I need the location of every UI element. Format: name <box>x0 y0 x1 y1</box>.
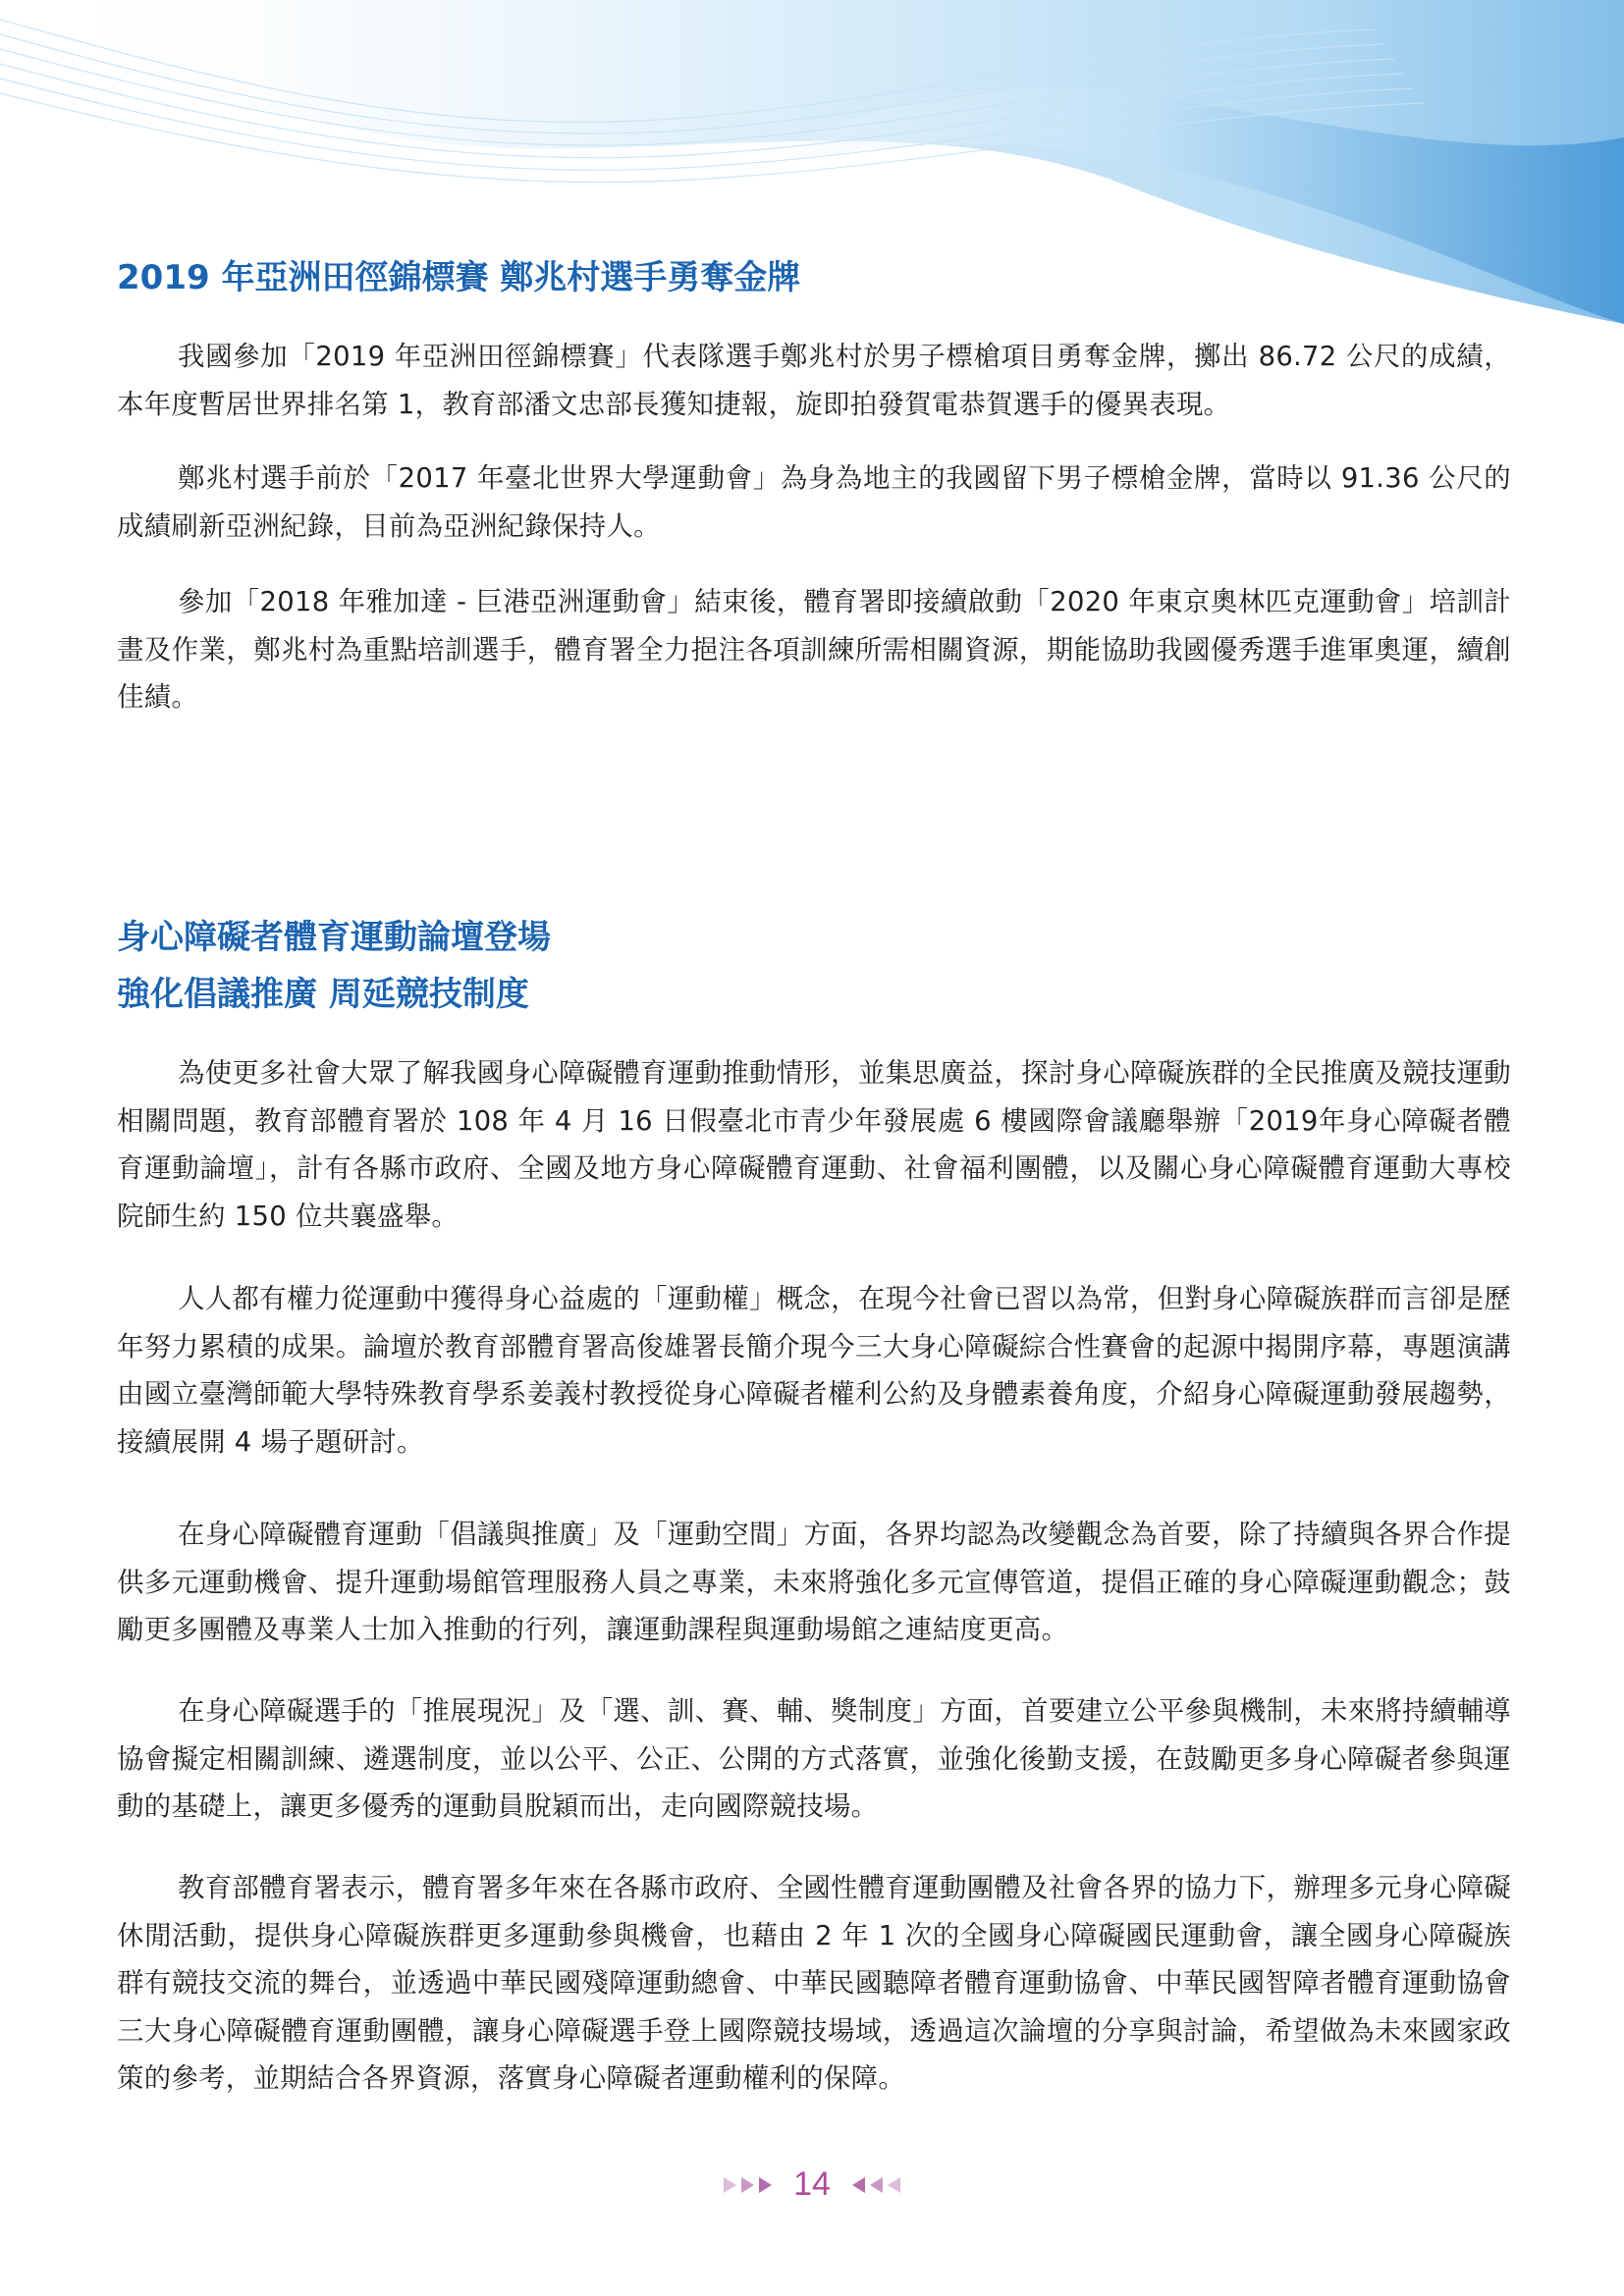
section2-paragraph-5: 教育部體育署表示，體育署多年來在各縣市政府、全國性體育運動團體及社會各界的協力下，辦理多元身心障礙休閒活動，提供身心障礙族群更多運動參與機會，也藉由 2 年 1 次的全國身心障礙國民運動會，讓全國身心障礙族群有競技交流的舞台，並透過中華民國殘障運動總會、中華民國聽障者體育運動協會、中華民國智障者體育運動協會三大身心障礙體育運動團體，讓身心障礙選手登上國際競技場域，透過這次論壇的分享與討論，希望做為未來國家政策的參考，並期結合各界資源，落實身心障礙者運動權利的保障。 <box>117 1873 1511 2094</box>
section2-heading-line1: 身心障礙者體育運動論壇登場 <box>117 918 551 957</box>
left-arrows-icon <box>852 2177 900 2193</box>
page-number: 14 <box>793 2165 831 2203</box>
section2-heading-line2: 強化倡議推廣 周延競技制度 <box>117 975 529 1014</box>
section1-paragraph-3: 參加「2018 年雅加達 - 巨港亞洲運動會」結束後，體育署即接續啟動「2020 年東京奧林匹克運動會」培訓計畫及作業，鄭兆村為重點培訓選手，體育署全力挹注各項訓練所需相關資源，期能協助我國優秀選手進軍奧運，續創佳績。 <box>117 587 1511 713</box>
section1-paragraph-2: 鄭兆村選手前於「2017 年臺北世界大學運動會」為身為地主的我國留下男子標槍金牌，當時以 91.36 公尺的成績刷新亞洲紀錄，目前為亞洲紀錄保持人。 <box>117 463 1511 542</box>
section2-paragraph-4: 在身心障礙選手的「推展現況」及「選、訓、賽、輔、獎制度」方面，首要建立公平參與機制，未來將持續輔導協會擬定相關訓練、遴選制度，並以公平、公正、公開的方式落實，並強化後勤支援，在鼓勵更多身心障礙者參與運動的基礎上，讓更多優秀的運動員脫穎而出，走向國際競技場。 <box>117 1696 1511 1822</box>
section2-paragraph-3: 在身心障礙體育運動「倡議與推廣」及「運動空間」方面，各界均認為改變觀念為首要，除了持續與各界合作提供多元運動機會、提升運動場館管理服務人員之專業，未來將強化多元宣傳管道，提倡正確的身心障礙運動觀念；鼓勵更多團體及專業人士加入推動的行列，讓運動課程與運動場館之連結度更高。 <box>117 1520 1511 1645</box>
section2-paragraph-1: 為使更多社會大眾了解我國身心障礙體育運動推動情形，並集思廣益，探討身心障礙族群的全民推廣及競技運動相關問題，教育部體育署於 108 年 4 月 16 日假臺北市青少年發展處 6 樓國際會議廳舉辦「2019年身心障礙者體育運動論壇」，計有各縣市政府、全國及地方身心障礙體育運動、社會福利團體，以及關心身心障礙體育運動大專校院師生約 150 位共襄盛舉。 <box>117 1058 1511 1232</box>
right-arrows-icon <box>724 2177 772 2193</box>
section2-paragraph-2: 人人都有權力從運動中獲得身心益處的「運動權」概念，在現今社會已習以為常，但對身心障礙族群而言卻是歷年努力累積的成果。論壇於教育部體育署高俊雄署長簡介現今三大身心障礙綜合性賽會的起源中揭開序幕，專題演講由國立臺灣師範大學特殊教育學系姜義村教授從身心障礙者權利公約及身體素養角度，介紹身心障礙運動發展趨勢，接續展開 4 場子題研討。 <box>117 1284 1511 1458</box>
page-footer <box>0 2165 1624 2204</box>
section1-paragraph-1: 我國參加「2019 年亞洲田徑錦標賽」代表隊選手鄭兆村於男子標槍項目勇奪金牌，擲出 86.72 公尺的成績，本年度暫居世界排名第 1，教育部潘文忠部長獲知捷報，旋即拍發賀電恭賀選手的優異表現。 <box>117 342 1511 420</box>
section1-heading: 2019 年亞洲田徑錦標賽 鄭兆村選手勇奪金牌 <box>117 258 801 297</box>
